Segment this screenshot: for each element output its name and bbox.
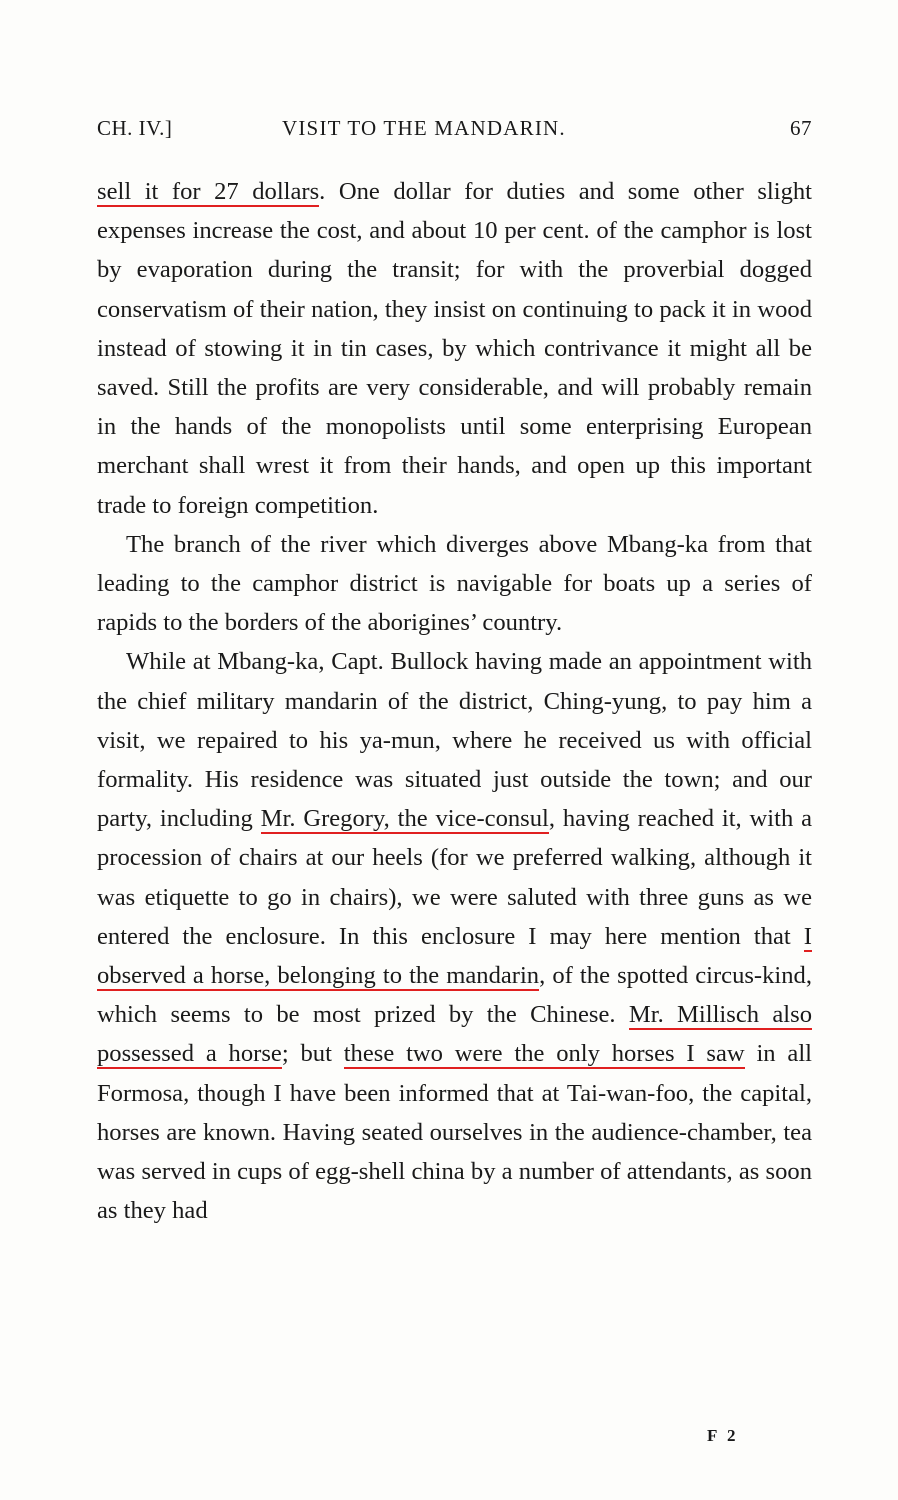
highlighted-passage: Mr. Gregory, the vice-consul [260,805,549,833]
text-run: While at Mbang-ka, Capt. Bullock having made an appointment with the chief military mandarin of the district, Ching-yung, to pay him a visit, we repaired to his ya-mun, where he received us with official formality. His residence was situated just outside the town; and our party, including [97,648,812,833]
highlighted-passage: sell it for 27 dollars [97,178,320,205]
highlighted-passage: Mr. Millisch also possessed a horse [97,1001,812,1068]
page-number: 67 [790,116,812,140]
text-run: ; but [281,1040,344,1068]
chapter-label: CH. IV.] [97,116,173,140]
text-run: The branch of the river which diverges above Mbang-ka from that leading to the camphor district is navigable for boats up a series of rapids to the borders of the aborigines’ country. [97,530,812,637]
paragraph-1 [97,172,812,525]
text-run: in all Formosa, though I have been informed that at Tai-wan-foo, the capital, horses are known. Having seated ourselves in the audience-chamber, tea was served in cups of egg-shell china by a number of attendants, as soon as they had [97,1040,812,1225]
text-run: , of the spotted circus-kind, which seems to be most prized by the Chinese. [97,962,812,1029]
running-header [97,116,812,150]
body-text [97,172,812,1230]
highlighted-passage: I observed a horse, belonging to the mandarin [97,922,812,990]
paragraph-2 [97,525,812,643]
signature-mark: F 2 [707,1426,739,1445]
text-run: , having reached it, with a procession of chairs at our heels (for we preferred walking, although it was etiquette to go in chairs), we were saluted with three guns as we entered the enclosure. In this enclosure I may here mention that [97,805,812,950]
paragraph-3 [97,642,812,1230]
highlighted-passage: these two were the only horses I saw [343,1040,745,1068]
running-title: VISIT TO THE MANDARIN. [282,116,566,140]
text-run: . One dollar for duties and some other slight expenses increase the cost, and about 10 per cent. of the camphor is lost by evaporation during the transit; for with the proverbial dogged conservatism of their nation, they insist on continuing to pack it in wood instead of stowing it in tin cases, by which contrivance it might all be saved. Still the profits are very considerable, and will probably remain in the hands of the monopolists until some enterprising European merchant shall wrest it from their hands, and open up this important trade to foreign competition. [97,178,812,519]
